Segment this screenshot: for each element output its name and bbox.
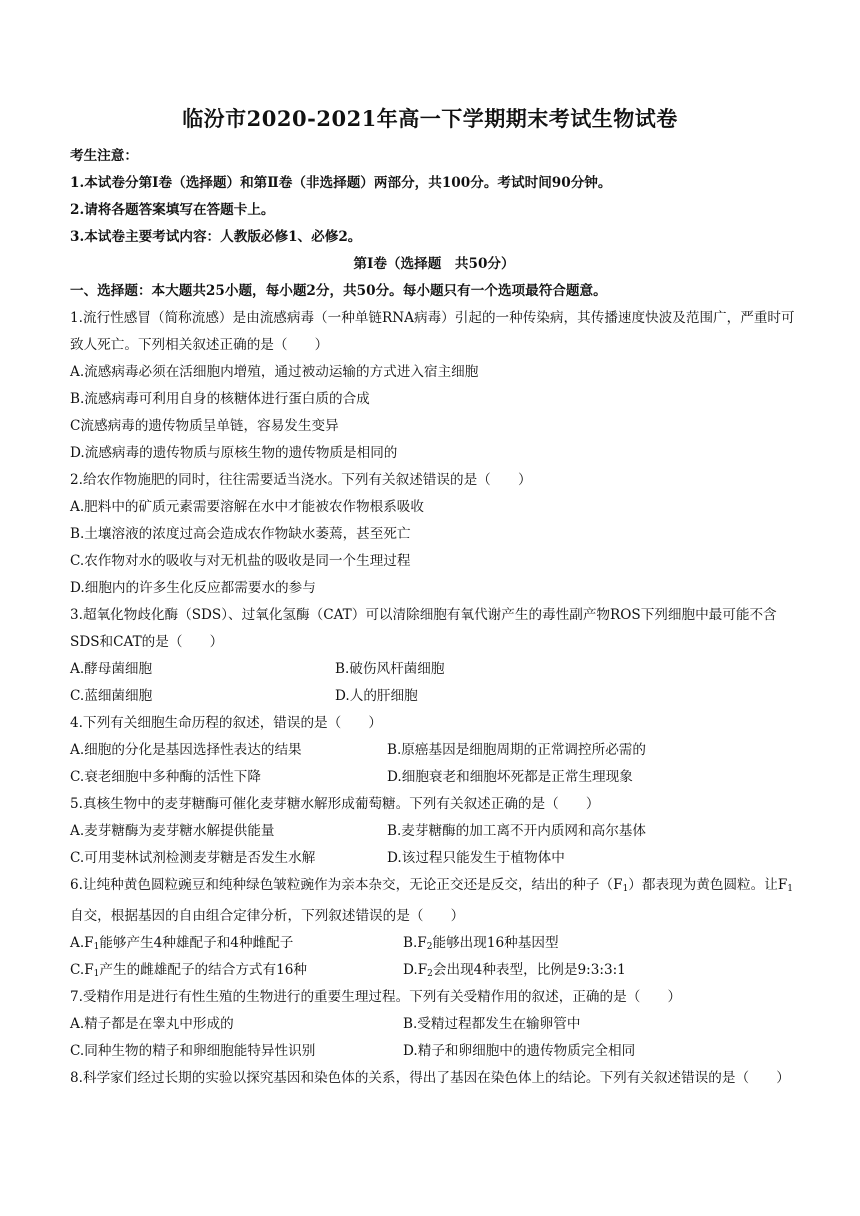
question-3-option-a: A.酵母菌细胞 bbox=[70, 661, 153, 677]
question-7-options-row bbox=[70, 1011, 798, 1038]
question-4-options-row bbox=[70, 737, 798, 764]
question-3-option-d: D.人的肝细胞 bbox=[335, 688, 418, 704]
question-6-option-a bbox=[70, 930, 403, 957]
question-4-stem: 4.下列有关细胞生命历程的叙述，错误的是（ ） bbox=[70, 715, 383, 731]
question-6-option-d bbox=[403, 957, 626, 984]
notice-item: 3.本试卷主要考试内容：人教版必修1、必修2。 bbox=[70, 229, 362, 245]
question-7-option-b: B.受精过程都发生在输卵管中 bbox=[403, 1016, 581, 1032]
subscript: 1 bbox=[93, 942, 100, 952]
notice-item: 1.本试卷分第Ⅰ卷（选择题）和第Ⅱ卷（非选择题）两部分，共100分。考试时间90分钟。 bbox=[70, 175, 612, 191]
subscript: 1 bbox=[622, 884, 629, 894]
question-3-option-b: B.破伤风杆菌细胞 bbox=[335, 661, 445, 677]
question-7-option-c: C.同种生物的精子和卵细胞能特异性识别 bbox=[70, 1043, 316, 1059]
question-1-option-b: B.流感病毒可利用自身的核糖体进行蛋白质的合成 bbox=[70, 391, 370, 407]
question-6-option-c bbox=[70, 957, 403, 984]
question-5-options-row bbox=[70, 845, 798, 872]
question-3-options-row bbox=[70, 656, 798, 683]
option-text: 产生的雌雄配子的结合方式有16种 bbox=[99, 962, 308, 978]
question-7-option-d: D.精子和卵细胞中的遗传物质完全相同 bbox=[403, 1043, 636, 1059]
subscript: 2 bbox=[426, 942, 433, 952]
subscript: 2 bbox=[427, 969, 433, 979]
question-2-option-a: A.肥料中的矿质元素需要溶解在水中才能被农作物根系吸收 bbox=[70, 499, 424, 515]
question-4-option-b: B.原癌基因是细胞周期的正常调控所必需的 bbox=[387, 742, 646, 758]
question-3-stem: 3.超氧化物歧化酶（SDS）、过氧化氢酶（CAT）可以清除细胞有氧代谢产生的毒性副产物ROS下列细胞中最可能不含SDS和CAT的是（ ） bbox=[70, 607, 777, 650]
question-5-option-b: B.麦芽糖酶的加工离不开内质网和高尔基体 bbox=[387, 823, 646, 839]
question-5-stem: 5.真核生物中的麦芽糖酶可催化麦芽糖水解形成葡萄糖。下列有关叙述正确的是（ ） bbox=[70, 796, 600, 812]
question-2-stem: 2.给农作物施肥的同时，往往需要适当浇水。下列有关叙述错误的是（ ） bbox=[70, 472, 532, 488]
question-4-options-row bbox=[70, 764, 798, 791]
question-2-option-b: B.土壤溶液的浓度过高会造成农作物缺水萎蔫，甚至死亡 bbox=[70, 526, 411, 542]
question-5-option-a: A.麦芽糖酶为麦芽糖水解提供能量 bbox=[70, 823, 275, 839]
notice-item: 2.请将各题答案填写在答题卡上。 bbox=[70, 202, 275, 218]
question-8-stem: 8.科学家们经过长期的实验以探究基因和染色体的关系，得出了基因在染色体上的结论。下列有关叙述错误的是（ ） bbox=[70, 1070, 790, 1086]
page-title: 临汾市2020-2021年高一下学期期末考试生物试卷 bbox=[182, 106, 678, 131]
option-text: D.F bbox=[403, 962, 428, 978]
notice-heading: 考生注意： bbox=[70, 148, 138, 164]
option-text: 能够产生4种雄配子和4种雌配子 bbox=[99, 935, 294, 951]
question-2-option-d: D.细胞内的许多生化反应都需要水的参与 bbox=[70, 580, 316, 596]
part-heading: 一、选择题：本大题共25小题，每小题2分，共50分。每小题只有一个选项最符合题意。 bbox=[70, 283, 607, 299]
question-6-stem bbox=[70, 872, 798, 930]
question-5-options-row bbox=[70, 818, 798, 845]
question-6-stem-part: 自交，根据基因的自由组合定律分析，下列叙述错误的是（ ） bbox=[70, 908, 465, 924]
question-5-option-c: C.可用斐林试剂检测麦芽糖是否发生水解 bbox=[70, 850, 316, 866]
question-3-options-row bbox=[70, 683, 798, 710]
question-4-option-a: A.细胞的分化是基因选择性表达的结果 bbox=[70, 742, 302, 758]
question-3-option-c: C.蓝细菌细胞 bbox=[70, 688, 153, 704]
question-7-option-a: A.精子都是在睾丸中形成的 bbox=[70, 1016, 234, 1032]
question-1-option-a: A.流感病毒必须在活细胞内增殖，通过被动运输的方式进入宿主细胞 bbox=[70, 364, 479, 380]
subscript: 1 bbox=[93, 969, 100, 979]
question-4-option-c: C.衰老细胞中多种酶的活性下降 bbox=[70, 769, 261, 785]
question-7-stem: 7.受精作用是进行有性生殖的生物进行的重要生理过程。下列有关受精作用的叙述，正确的是（ ） bbox=[70, 989, 682, 1005]
section-title: 第Ⅰ卷（选择题 共50分） bbox=[353, 256, 515, 272]
question-6-options-row bbox=[70, 930, 798, 957]
question-1-stem: 1.流行性感冒（简称流感）是由流感病毒（一种单链RNA病毒）引起的一种传染病，其传播速度快波及范围广，严重时可致人死亡。下列相关叙述正确的是（ ） bbox=[70, 310, 795, 353]
option-text: 能够出现16种基因型 bbox=[432, 935, 559, 951]
option-text: B.F bbox=[403, 935, 427, 951]
question-2-option-c: C.农作物对水的吸收与对无机盐的吸收是同一个生理过程 bbox=[70, 553, 411, 569]
question-6-stem-part: 6.让纯种黄色圆粒豌豆和纯种绿色皱粒豌作为亲本杂交，无论正交还是反交，结出的种子（F bbox=[70, 877, 623, 893]
option-text: C.F bbox=[70, 962, 94, 978]
question-1-option-c: C流感病毒的遗传物质呈单链，容易发生变异 bbox=[70, 418, 339, 434]
question-6-options-row bbox=[70, 957, 798, 984]
question-6-stem-part: ）都表现为黄色圆粒。让F bbox=[628, 877, 788, 893]
question-6-option-b bbox=[403, 930, 559, 957]
question-4-option-d: D.细胞衰老和细胞坏死都是正常生理现象 bbox=[387, 769, 633, 785]
question-1-option-d: D.流感病毒的遗传物质与原核生物的遗传物质是相同的 bbox=[70, 445, 398, 461]
option-text: A.F bbox=[70, 935, 94, 951]
subscript: 1 bbox=[787, 884, 793, 894]
question-5-option-d: D.该过程只能发生于植物体中 bbox=[387, 850, 565, 866]
question-7-options-row bbox=[70, 1038, 798, 1065]
exam-content bbox=[70, 143, 798, 1092]
option-text: 会出现4种表型，比例是9:3:3:1 bbox=[432, 962, 626, 978]
